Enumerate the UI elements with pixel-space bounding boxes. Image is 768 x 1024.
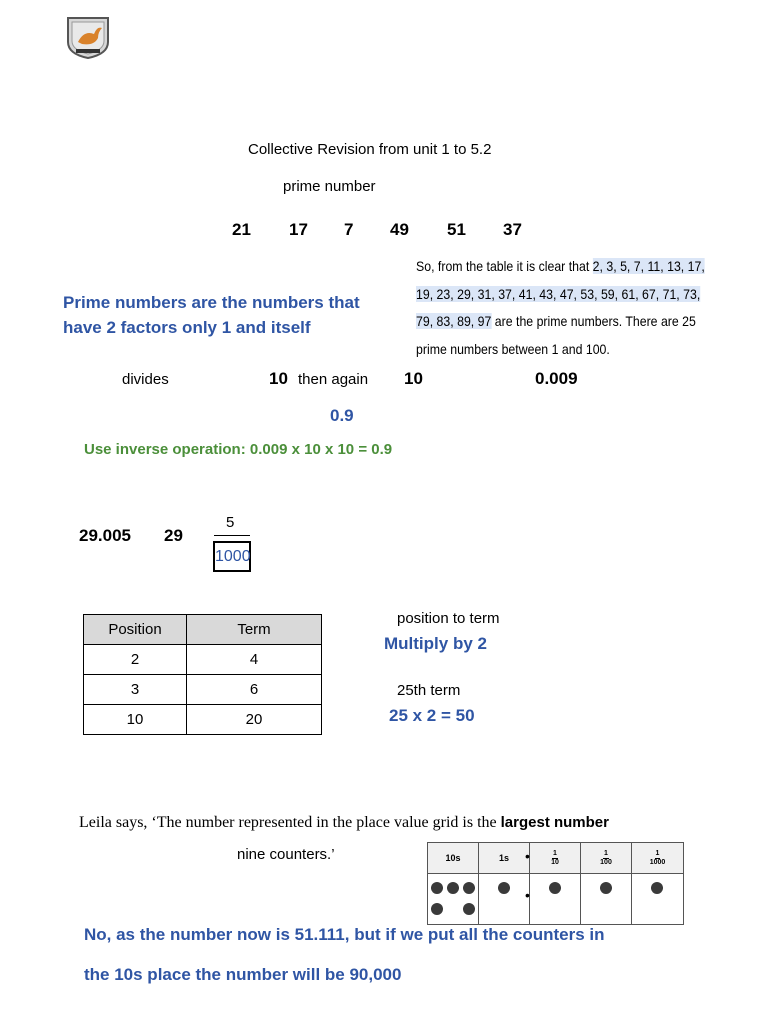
fraction-bar xyxy=(214,535,250,536)
grid-column-tenths xyxy=(530,843,581,924)
number-item: 49 xyxy=(390,220,409,239)
number-item: 7 xyxy=(344,220,354,239)
table-cell: 3 xyxy=(84,675,187,705)
term-answer: 25 x 2 = 50 xyxy=(389,706,475,725)
column-header: Position xyxy=(84,615,187,645)
quote-text-after: are the prime numbers. There are 25 prime numbers between 1 and 100. xyxy=(416,313,696,357)
counter xyxy=(431,903,443,915)
leila-question xyxy=(79,814,609,832)
decimal-whole: 29 xyxy=(164,526,183,545)
table-cell: 4 xyxy=(187,645,322,675)
divides-first: 10 xyxy=(269,369,288,388)
number-item: 51 xyxy=(447,220,466,239)
quote-text-before: So, from the table it is clear that xyxy=(416,258,593,274)
grid-header: 10s xyxy=(428,843,478,874)
counter xyxy=(447,882,459,894)
conclusion-line2: the 10s place the number will be 90,000 xyxy=(84,965,402,984)
table-cell: 6 xyxy=(187,675,322,705)
column-header: Term xyxy=(187,615,322,645)
prime-quote xyxy=(416,253,715,363)
divides-second: 10 xyxy=(404,369,423,388)
number-item: 21 xyxy=(232,220,251,239)
grid-column-ones xyxy=(479,843,530,924)
rule-answer: Multiply by 2 xyxy=(384,634,487,653)
leila-question-line2: nine counters.’ xyxy=(237,846,335,863)
decimal-value: 29.005 xyxy=(79,526,131,545)
page-title: Collective Revision from unit 1 to 5.2 xyxy=(248,141,492,158)
counter xyxy=(549,882,561,894)
grid-header-tenths: $\frac{1}{10}$ xyxy=(530,843,580,874)
grid-column-tens xyxy=(428,843,479,924)
grid-column-hundredths xyxy=(581,843,632,924)
grid-header-hundredths: $\frac{1}{100}$ xyxy=(581,843,631,874)
divides-word: divides xyxy=(122,371,169,388)
table-row xyxy=(84,705,322,735)
counter xyxy=(651,882,663,894)
fraction-denominator: 1000 xyxy=(213,541,251,572)
number-item: 17 xyxy=(289,220,308,239)
grid-header: 1s xyxy=(479,843,529,874)
table-cell: 2 xyxy=(84,645,187,675)
divides-then: then again xyxy=(298,371,369,388)
rule-label: position to term xyxy=(397,610,500,627)
table-row xyxy=(84,645,322,675)
counter xyxy=(463,882,475,894)
quote-highlight: 2, 3, 5, 7, 11, 13, 17, 19, 23, 29, 31, 37, 41, 43, 47, 53, 59, 61, 67, 71, 73, 79, 83, 89, 97 xyxy=(416,258,705,329)
leila-text: Leila says, ‘The number represented in the place value grid is the xyxy=(79,814,501,831)
table-cell: 10 xyxy=(84,705,187,735)
conclusion-line1: No, as the number now is 51.111, but if we put all the counters in xyxy=(84,925,605,944)
grid-column-thousandths xyxy=(632,843,683,924)
number-item: 37 xyxy=(503,220,522,239)
divides-result: 0.009 xyxy=(535,369,578,388)
prime-definition: Prime numbers are the numbers that have 2 factors only 1 and itself xyxy=(63,293,360,337)
leila-emphasis: largest number xyxy=(500,814,609,831)
table-row xyxy=(84,675,322,705)
position-term-table xyxy=(83,614,322,735)
divides-answer: 0.9 xyxy=(330,406,354,425)
term-label: 25th term xyxy=(397,682,461,699)
table-header-row xyxy=(84,615,322,645)
place-value-grid xyxy=(427,842,684,925)
table-cell: 20 xyxy=(187,705,322,735)
decimal-point: • xyxy=(525,848,530,864)
grid-header-thousandths: $\frac{1}{1000}$ xyxy=(632,843,683,874)
inverse-operation: Use inverse operation: 0.009 x 10 x 10 = 0.9 xyxy=(84,441,393,458)
fraction-numerator: 5 xyxy=(226,514,235,531)
decimal-point: • xyxy=(525,887,530,903)
section-subtitle: prime number xyxy=(283,178,376,195)
counter xyxy=(600,882,612,894)
counter xyxy=(463,903,475,915)
school-crest-logo xyxy=(64,12,112,60)
counter xyxy=(498,882,510,894)
counter xyxy=(431,882,443,894)
